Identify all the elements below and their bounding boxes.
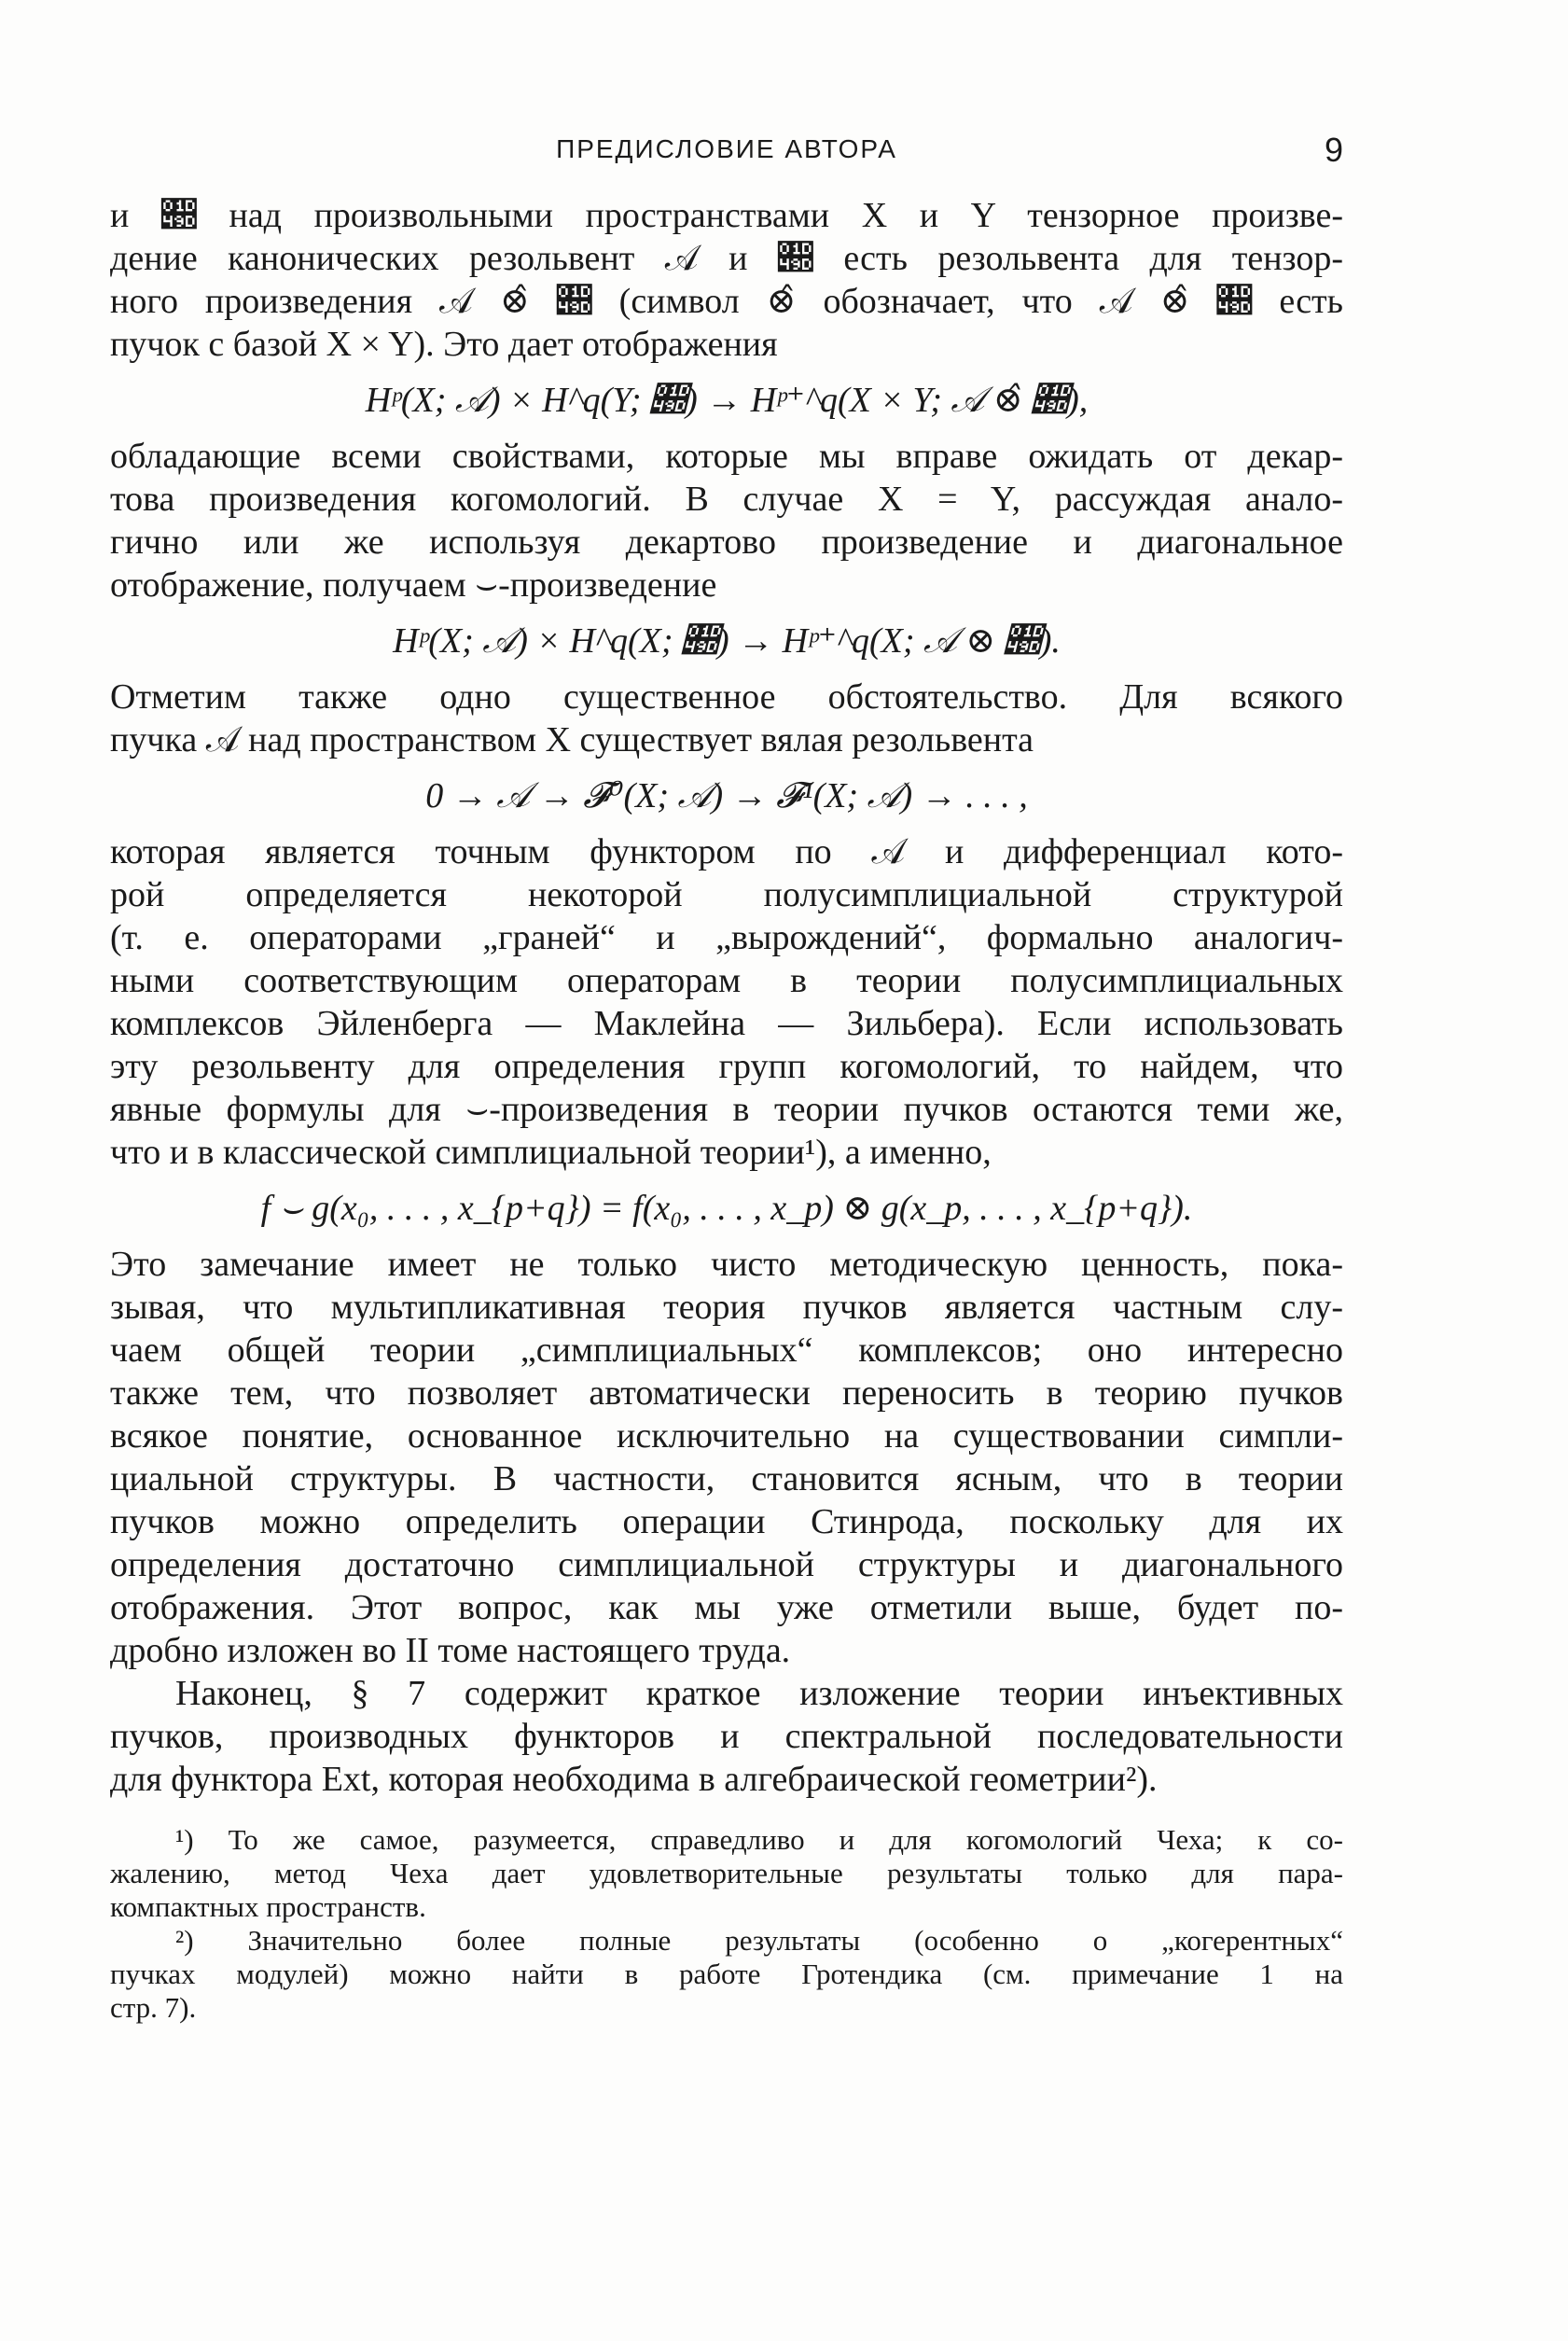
formula-3: 0 → 𝒜 → 𝓕⁰(X; 𝒜) → 𝓕¹(X; 𝒜) → . . . , bbox=[425, 776, 1028, 815]
text-line: (т. е. операторами „граней“ и „вырождений“, формально аналогич- bbox=[110, 918, 1343, 957]
footnote-2 bbox=[110, 1924, 1343, 2025]
text-line: комплексов Эйленберга — Маклейна — Зильбера). Если использовать bbox=[110, 1004, 1343, 1043]
text-line: для функтора Ext, которая необходима в алгебраической геометрии²). bbox=[110, 1760, 1158, 1799]
text-line: пучка 𝒜 над пространством X существует вялая резольвента bbox=[110, 720, 1034, 759]
paragraph-5 bbox=[110, 1243, 1343, 1672]
text-line: обладающие всеми свойствами, которые мы вправе ожидать от декар- bbox=[110, 437, 1343, 476]
text-line: которая является точным функтором по 𝒜 и дифференциал кото- bbox=[110, 832, 1343, 871]
text-line: также тем, что позволяет автоматически переносить в теорию пучков bbox=[110, 1373, 1343, 1413]
text-line: Наконец, § 7 содержит краткое изложение теории инъективных bbox=[175, 1674, 1343, 1713]
paragraph-2 bbox=[110, 435, 1343, 606]
paragraph-1 bbox=[110, 194, 1343, 366]
text-line: пучок с базой X × Y). Это дает отображения bbox=[110, 325, 778, 364]
text-line: зывая, что мультипликативная теория пучков является частным слу- bbox=[110, 1288, 1343, 1327]
text-line: дение канонических резольвент 𝒜 и 𝒝 есть резольвента для тензор- bbox=[110, 239, 1343, 278]
paragraph-3 bbox=[110, 676, 1343, 761]
formula-1: Hᵖ(X; 𝒜) × H^q(Y; 𝒝) → Hᵖ⁺^q(X × Y; 𝒜 ⊗̂ 𝒝), bbox=[365, 381, 1089, 420]
text-line: циальной структуры. В частности, становится ясным, что в теории bbox=[110, 1459, 1343, 1498]
text-line: и 𝒝 над произвольными пространствами X и Y тензорное произве- bbox=[110, 196, 1343, 235]
text-line: ными соответствующим операторам в теории полусимплициальных bbox=[110, 961, 1343, 1000]
text-line: всякое понятие, основанное исключительно на существовании симпли- bbox=[110, 1416, 1343, 1456]
text-line: Это замечание имеет не только чисто методическую ценность, пока- bbox=[110, 1245, 1343, 1284]
text-line: чаем общей теории „симплициальных“ комплексов; оно интересно bbox=[110, 1331, 1343, 1370]
text-line: дробно изложен во II томе настоящего труда. bbox=[110, 1631, 791, 1670]
footnote-line: ¹) То же самое, разумеется, справедливо и для когомологий Чеха; к со- bbox=[175, 1823, 1343, 1856]
text-line: эту резольвенту для определения групп когомологий, то найдем, что bbox=[110, 1047, 1343, 1086]
paragraph-6 bbox=[110, 1672, 1343, 1801]
page-body bbox=[110, 194, 1343, 2025]
running-head: ПРЕДИСЛОВИЕ АВТОРА bbox=[556, 134, 897, 163]
paragraph-4 bbox=[110, 830, 1343, 1174]
formula-4: f ⌣ g(x₀, . . . , x_{p+q}) = f(x₀, . . . , x_p) ⊗ g(x_p, . . . , x_{p+q}). bbox=[260, 1189, 1193, 1228]
text-line: рой определяется некоторой полусимплициальной структурой bbox=[110, 875, 1343, 914]
text-line: това произведения когомологий. В случае X = Y, рассуждая анало- bbox=[110, 480, 1343, 519]
footnote-line: ²) Значительно более полные результаты (особенно о „когерентных“ bbox=[175, 1924, 1343, 1957]
text-line: отображения. Этот вопрос, как мы уже отметили выше, будет по- bbox=[110, 1588, 1343, 1627]
text-line: Отметим также одно существенное обстоятельство. Для всякого bbox=[110, 677, 1343, 717]
footnotes bbox=[110, 1823, 1343, 2025]
page-number: 9 bbox=[1324, 131, 1343, 169]
page-header bbox=[110, 131, 1343, 168]
text-line: определения достаточно симплициальной структуры и диагонального bbox=[110, 1545, 1343, 1584]
text-line: гично или же используя декартово произведение и диагональное bbox=[110, 523, 1343, 562]
text-line: явные формулы для ⌣-произведения в теории пучков остаются теми же, bbox=[110, 1090, 1343, 1129]
formula-2: Hᵖ(X; 𝒜) × H^q(X; 𝒝) → Hᵖ⁺^q(X; 𝒜 ⊗ 𝒝). bbox=[393, 621, 1061, 661]
text-line: отображение, получаем ⌣-произведение bbox=[110, 565, 717, 605]
text-line: что и в классической симплициальной теории¹), а именно, bbox=[110, 1133, 992, 1172]
footnote-1 bbox=[110, 1823, 1343, 1924]
footnote-line: компактных пространств. bbox=[110, 1890, 426, 1923]
footnote-line: стр. 7). bbox=[110, 1991, 197, 2024]
text-line: пучков можно определить операции Стинрода, поскольку для их bbox=[110, 1502, 1343, 1541]
footnote-line: жалению, метод Чеха дает удовлетворительные результаты только для пара- bbox=[110, 1857, 1343, 1889]
footnote-line: пучках модулей) можно найти в работе Гротендика (см. примечание 1 на bbox=[110, 1958, 1343, 1990]
text-line: пучков, производных функторов и спектральной последовательности bbox=[110, 1717, 1343, 1756]
text-line: ного произведения 𝒜 ⊗̂ 𝒝 (символ ⊗̂ обозначает, что 𝒜 ⊗̂ 𝒝 есть bbox=[110, 282, 1343, 321]
